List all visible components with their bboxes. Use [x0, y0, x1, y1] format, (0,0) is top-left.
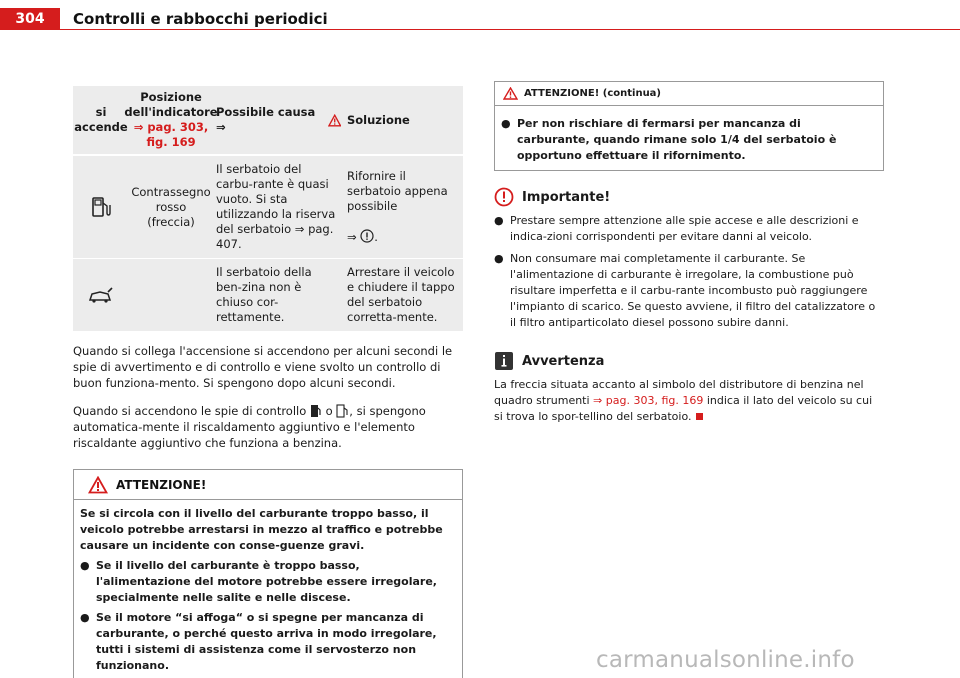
list-item [80, 558, 456, 606]
header-position-ref[interactable]: ⇒ pag. 303, fig. 169 [133, 120, 209, 149]
list-item-text: Per non rischiare di fermarsi per mancanza di carburante, quando rimane solo 1/4 del serbatoio è opportuno effettuare il rifornimento. [517, 117, 837, 162]
list-item [494, 251, 884, 331]
bullet-icon: ● [80, 611, 90, 624]
warning-title [74, 470, 462, 500]
row-solution-ref: ⇒ [347, 230, 357, 244]
list-item-text: Se il livello del carburante è troppo basso, l'alimentazione del motore potrebbe essere irregolare, specialmente nelle salite e nelle discese. [96, 559, 437, 604]
watermark: carmanualsonline.info [596, 647, 855, 673]
header-possible-cause [213, 86, 344, 154]
important-title [494, 187, 884, 207]
header-indicator-position [124, 86, 218, 154]
warning-body [74, 500, 462, 678]
header-cause-label: Possibile causa ⇒ [216, 105, 316, 134]
note-body [494, 377, 884, 425]
fuel-pump-icon [336, 404, 349, 418]
row-position: Contrassegno rosso (freccia) [131, 184, 211, 229]
list-item [80, 610, 456, 674]
important-body [494, 213, 884, 331]
row-position [129, 259, 213, 331]
warning-triangle-icon [88, 476, 108, 494]
warning-continued-title-text: ATTENZIONE! (continua) [524, 88, 662, 99]
note-text: indica il lato del veicolo su cui si trova lo spor-tellino del serbatoio. [494, 394, 873, 423]
warning-title-text: ATTENZIONE! [116, 477, 207, 492]
warning-box [73, 469, 463, 678]
paragraph-text: Quando si accendono le spie di controllo [73, 404, 307, 418]
row-solution-text: Rifornire il serbatoio appena possibile [347, 169, 448, 213]
warning-intro: Se si circola con il livello del carburante troppo basso, il veicolo potrebbe arrestarsi in mezzo al traffico e potrebbe causare un incidente con conse-guenze gravi. [80, 507, 443, 552]
table-row [73, 155, 463, 258]
note-title-text: Avvertenza [522, 353, 605, 369]
end-marker-icon [696, 413, 703, 420]
warning-triangle-icon [503, 87, 518, 100]
header-position-label: Posizione dell'indicatore [124, 90, 218, 119]
list-item-text: Prestare sempre attenzione alle spie accese e alle descrizioni e indica-zioni corrispondenti per evitare danni al veicolo. [510, 214, 859, 243]
list-item-text: Non consumare mai completamente il carburante. Se l'alimentazione di carburante è irregolare, la combustione può risultare imperfetta e il carbu-rante incombusto può raggiungere l'impianto di scarico. Se questo avviene, il filtro del catalizzatore o il filtro antiparticolato diesel possono subire danni. [510, 252, 876, 329]
list-item [501, 116, 877, 164]
header-lights-on: si accende [74, 105, 128, 134]
list-item [494, 213, 884, 245]
page-title: Controlli e rabbocchi periodici [73, 10, 328, 28]
paragraph-heater-off [73, 403, 463, 451]
right-column [494, 81, 884, 425]
row-cause: Il serbatoio del carbu-rante è quasi vuoto. Si sta utilizzando la riserva del serbatoio ⇒ pag. 407. [216, 162, 336, 251]
fuel-pump-icon [90, 196, 112, 218]
header-rule [60, 29, 960, 30]
list-item-text: Se il motore “si affoga“ o si spegne per mancanza di carburante, o perché questo arriva in modo irregolare, tutti i sistemi di assistenza come il servosterzo non funzionano. [96, 611, 437, 672]
important-circle-icon [494, 187, 514, 207]
page-header [0, 0, 960, 40]
important-title-text: Importante! [522, 189, 611, 205]
warning-continued-body [495, 106, 883, 170]
note-page-ref-link[interactable]: ⇒ pag. 303, fig. 169 [593, 394, 704, 407]
info-note-icon [494, 351, 514, 371]
indicator-table [73, 86, 463, 331]
fuel-pump-filled-icon [310, 404, 322, 418]
table-header [73, 86, 463, 155]
header-solution: Soluzione [347, 112, 410, 127]
table-row [73, 258, 463, 331]
left-column [73, 86, 463, 678]
warning-triangle-icon [328, 114, 341, 127]
row-solution: Rifornire il serbatoio appena possibile ⇒ . [347, 169, 448, 244]
page-number: 304 [0, 8, 60, 30]
row-cause: Il serbatoio della ben-zina non è chiuso cor-rettamente. [216, 265, 312, 324]
row-icon-cell [73, 259, 129, 331]
paragraph-startup-check: Quando si collega l'accensione si accendono per alcuni secondi le spie di avvertimento e di controllo e viene svolto un controllo di buon funziona-mento. Si spengono dopo alcuni secondi. [73, 344, 453, 390]
note-title [494, 351, 884, 371]
bullet-icon: ● [494, 214, 504, 227]
paragraph-text: o [325, 404, 333, 418]
bullet-icon: ● [501, 117, 511, 130]
fuel-cap-icon [88, 286, 114, 304]
warning-continued-box [494, 81, 884, 171]
row-solution: Arrestare il veicolo e chiudere il tappo del serbatoio corretta-mente. [347, 265, 455, 324]
bullet-icon: ● [80, 559, 90, 572]
bullet-icon: ● [494, 252, 504, 265]
important-circle-icon [360, 229, 374, 243]
warning-continued-title [495, 82, 883, 106]
row-icon-cell [73, 156, 129, 258]
note-text: La freccia situata accanto al simbolo del distributore di benzina nel quadro strumenti [494, 378, 864, 407]
paragraph-text: , si spengono automatica-mente il riscaldamento aggiuntivo e l'elemento riscaldante aggiuntivo che funziona a benzina. [73, 404, 426, 450]
